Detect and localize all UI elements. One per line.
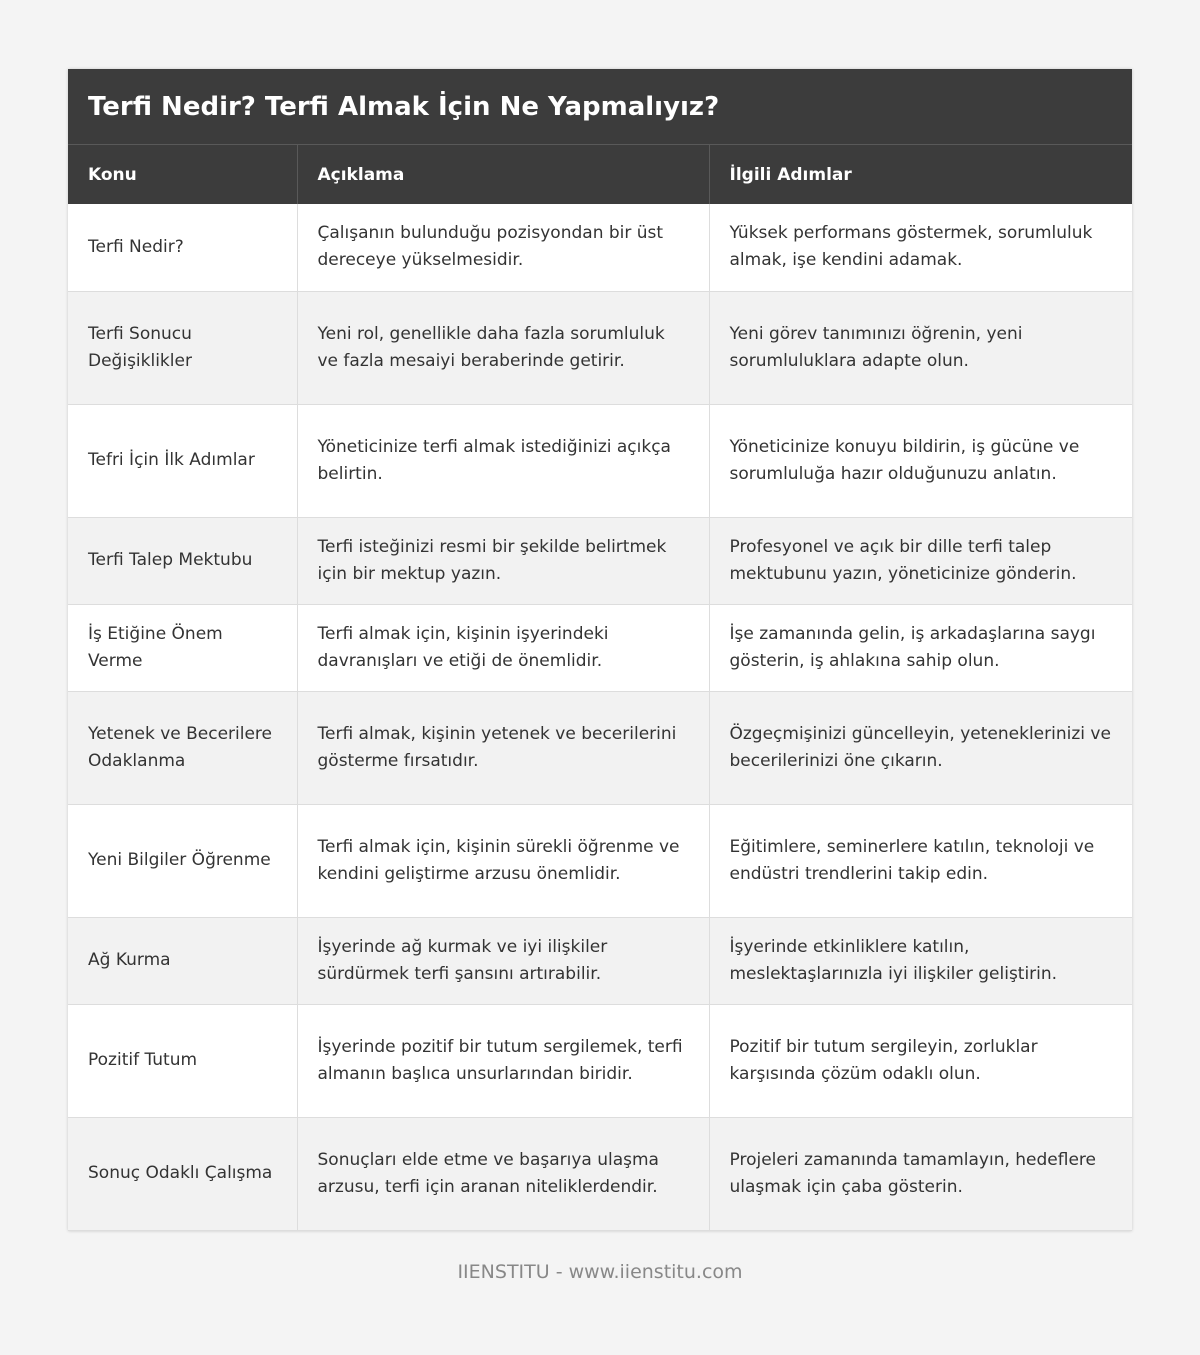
table-row xyxy=(68,404,1132,517)
cell-aciklama: Terfi isteğinizi resmi bir şekilde belirtmek için bir mektup yazın. xyxy=(297,517,709,604)
cell-aciklama: İşyerinde ağ kurmak ve iyi ilişkiler sürdürmek terfi şansını artırabilir. xyxy=(297,917,709,1004)
cell-adimlar: Yeni görev tanımınızı öğrenin, yeni sorumluluklara adapte olun. xyxy=(709,291,1132,404)
table-row xyxy=(68,517,1132,604)
cell-adimlar: Projeleri zamanında tamamlayın, hedeflere ulaşmak için çaba gösterin. xyxy=(709,1117,1132,1230)
table-body xyxy=(68,204,1132,1230)
table-row xyxy=(68,291,1132,404)
cell-konu: Terfi Sonucu Değişiklikler xyxy=(68,291,297,404)
table-card xyxy=(68,69,1132,1231)
cell-adimlar: Yöneticinize konuyu bildirin, iş gücüne ve sorumluluğa hazır olduğunuzu anlatın. xyxy=(709,404,1132,517)
cell-konu: Terfi Talep Mektubu xyxy=(68,517,297,604)
cell-adimlar: Eğitimlere, seminerlere katılın, teknoloji ve endüstri trendlerini takip edin. xyxy=(709,804,1132,917)
data-table xyxy=(68,145,1132,1231)
cell-konu: Pozitif Tutum xyxy=(68,1004,297,1117)
cell-konu: İş Etiğine Önem Verme xyxy=(68,604,297,691)
table-row xyxy=(68,917,1132,1004)
cell-aciklama: Terfi almak için, kişinin sürekli öğrenme ve kendini geliştirme arzusu önemlidir. xyxy=(297,804,709,917)
cell-konu: Sonuç Odaklı Çalışma xyxy=(68,1117,297,1230)
cell-konu: Yeni Bilgiler Öğrenme xyxy=(68,804,297,917)
cell-konu: Yetenek ve Becerilere Odaklanma xyxy=(68,691,297,804)
table-row xyxy=(68,691,1132,804)
cell-adimlar: İşyerinde etkinliklere katılın, meslektaşlarınızla iyi ilişkiler geliştirin. xyxy=(709,917,1132,1004)
cell-adimlar: Pozitif bir tutum sergileyin, zorluklar karşısında çözüm odaklı olun. xyxy=(709,1004,1132,1117)
table-row xyxy=(68,604,1132,691)
cell-aciklama: Terfi almak, kişinin yetenek ve becerilerini gösterme fırsatıdır. xyxy=(297,691,709,804)
cell-aciklama: Yeni rol, genellikle daha fazla sorumluluk ve fazla mesaiyi beraberinde getirir. xyxy=(297,291,709,404)
cell-adimlar: İşe zamanında gelin, iş arkadaşlarına saygı gösterin, iş ahlakına sahip olun. xyxy=(709,604,1132,691)
table-row xyxy=(68,804,1132,917)
table-header xyxy=(68,145,1132,204)
table-title: Terfi Nedir? Terfi Almak İçin Ne Yapmalıyız? xyxy=(68,69,1132,145)
cell-adimlar: Özgeçmişinizi güncelleyin, yeteneklerinizi ve becerilerinizi öne çıkarın. xyxy=(709,691,1132,804)
cell-aciklama: Yöneticinize terfi almak istediğinizi açıkça belirtin. xyxy=(297,404,709,517)
column-header-aciklama: Açıklama xyxy=(297,145,709,204)
column-header-ilgili-adimlar: İlgili Adımlar xyxy=(709,145,1132,204)
cell-konu: Tefri İçin İlk Adımlar xyxy=(68,404,297,517)
cell-adimlar: Profesyonel ve açık bir dille terfi talep mektubunu yazın, yöneticinize gönderin. xyxy=(709,517,1132,604)
cell-adimlar: Yüksek performans göstermek, sorumluluk almak, işe kendini adamak. xyxy=(709,204,1132,291)
cell-konu: Ağ Kurma xyxy=(68,917,297,1004)
table-row xyxy=(68,1004,1132,1117)
cell-konu: Terfi Nedir? xyxy=(68,204,297,291)
cell-aciklama: İşyerinde pozitif bir tutum sergilemek, terfi almanın başlıca unsurlarından biridir. xyxy=(297,1004,709,1117)
cell-aciklama: Çalışanın bulunduğu pozisyondan bir üst dereceye yükselmesidir. xyxy=(297,204,709,291)
footer-credit: IIENSTITU - www.iienstitu.com xyxy=(457,1261,743,1283)
table-row xyxy=(68,204,1132,291)
column-header-konu: Konu xyxy=(68,145,297,204)
cell-aciklama: Sonuçları elde etme ve başarıya ulaşma arzusu, terfi için aranan niteliklerdendir. xyxy=(297,1117,709,1230)
cell-aciklama: Terfi almak için, kişinin işyerindeki davranışları ve etiği de önemlidir. xyxy=(297,604,709,691)
table-row xyxy=(68,1117,1132,1230)
